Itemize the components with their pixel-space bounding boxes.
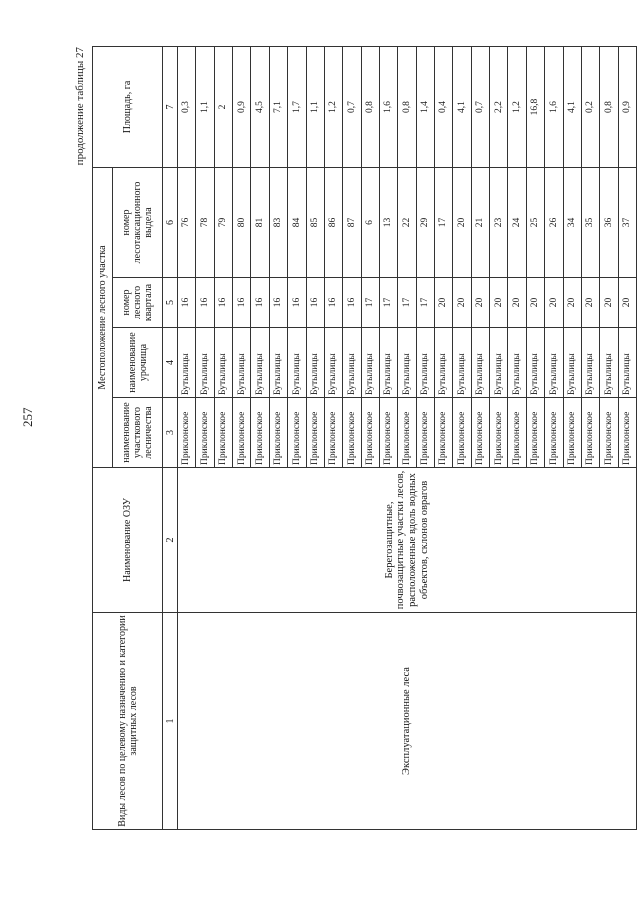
lesnichestvo-cell: Приклонское <box>600 398 618 468</box>
area-cell: 1,6 <box>379 47 397 168</box>
lesnichestvo-cell: Приклонское <box>233 398 251 468</box>
urochishche-cell: Бутылицы <box>416 328 434 398</box>
vydel-cell: 35 <box>581 168 599 278</box>
lesnichestvo-cell: Приклонское <box>251 398 269 468</box>
kvartal-cell: 17 <box>416 278 434 328</box>
kvartal-cell: 16 <box>251 278 269 328</box>
urochishche-cell: Бутылицы <box>600 328 618 398</box>
kvartal-cell: 17 <box>379 278 397 328</box>
vydel-cell: 22 <box>398 168 416 278</box>
area-cell: 4,1 <box>563 47 581 168</box>
kvartal-cell: 20 <box>471 278 489 328</box>
vydel-cell: 29 <box>416 168 434 278</box>
kvartal-cell: 16 <box>269 278 287 328</box>
lesnichestvo-cell: Приклонское <box>490 398 508 468</box>
urochishche-cell: Бутылицы <box>398 328 416 398</box>
kvartal-cell: 17 <box>361 278 379 328</box>
header-ozu-name: Наименование ОЗУ <box>93 468 163 613</box>
lesnichestvo-cell: Приклонское <box>288 398 306 468</box>
kvartal-cell: 16 <box>343 278 361 328</box>
lesnichestvo-cell: Приклонское <box>398 398 416 468</box>
urochishche-cell: Бутылицы <box>288 328 306 398</box>
area-cell: 0,7 <box>471 47 489 168</box>
lesnichestvo-cell: Приклонское <box>453 398 471 468</box>
kvartal-cell: 17 <box>398 278 416 328</box>
urochishche-cell: Бутылицы <box>379 328 397 398</box>
header-area: Площадь, га <box>93 47 163 168</box>
area-cell: 0,3 <box>178 47 196 168</box>
area-cell: 16,8 <box>526 47 544 168</box>
kvartal-cell: 20 <box>563 278 581 328</box>
lesnichestvo-cell: Приклонское <box>361 398 379 468</box>
vydel-cell: 36 <box>600 168 618 278</box>
area-cell: 1,7 <box>288 47 306 168</box>
vydel-cell: 23 <box>490 168 508 278</box>
urochishche-cell: Бутылицы <box>545 328 563 398</box>
lesnichestvo-cell: Приклонское <box>379 398 397 468</box>
column-number: 1 <box>163 613 178 830</box>
urochishche-cell: Бутылицы <box>343 328 361 398</box>
urochishche-cell: Бутылицы <box>178 328 196 398</box>
lesnichestvo-cell: Приклонское <box>471 398 489 468</box>
urochishche-cell: Бутылицы <box>214 328 232 398</box>
area-cell: 0,4 <box>435 47 453 168</box>
vydel-cell: 17 <box>435 168 453 278</box>
urochishche-cell: Бутылицы <box>526 328 544 398</box>
area-cell: 0,8 <box>398 47 416 168</box>
urochishche-cell: Бутылицы <box>453 328 471 398</box>
lesnichestvo-cell: Приклонское <box>269 398 287 468</box>
column-number: 4 <box>163 328 178 398</box>
kvartal-cell: 16 <box>306 278 324 328</box>
header-urochishche: наименование урочища <box>113 328 163 398</box>
area-cell: 0,9 <box>233 47 251 168</box>
lesnichestvo-cell: Приклонское <box>178 398 196 468</box>
area-cell: 2 <box>214 47 232 168</box>
area-cell: 0,8 <box>361 47 379 168</box>
area-cell: 0,7 <box>343 47 361 168</box>
table-row <box>178 47 196 830</box>
lesnichestvo-cell: Приклонское <box>435 398 453 468</box>
vydel-cell: 76 <box>178 168 196 278</box>
kvartal-cell: 16 <box>324 278 342 328</box>
lesnichestvo-cell: Приклонское <box>563 398 581 468</box>
urochishche-cell: Бутылицы <box>435 328 453 398</box>
urochishche-cell: Бутылицы <box>581 328 599 398</box>
vydel-cell: 80 <box>233 168 251 278</box>
kvartal-cell: 16 <box>233 278 251 328</box>
lesnichestvo-cell: Приклонское <box>508 398 526 468</box>
area-cell: 7,1 <box>269 47 287 168</box>
lesnichestvo-cell: Приклонское <box>416 398 434 468</box>
kvartal-cell: 20 <box>453 278 471 328</box>
vydel-cell: 86 <box>324 168 342 278</box>
lesnichestvo-cell: Приклонское <box>581 398 599 468</box>
area-cell: 1,2 <box>324 47 342 168</box>
area-cell: 0,2 <box>581 47 599 168</box>
urochishche-cell: Бутылицы <box>361 328 379 398</box>
vydel-cell: 87 <box>343 168 361 278</box>
urochishche-cell: Бутылицы <box>324 328 342 398</box>
lesnichestvo-cell: Приклонское <box>324 398 342 468</box>
vydel-cell: 85 <box>306 168 324 278</box>
area-cell: 1,1 <box>306 47 324 168</box>
vydel-cell: 25 <box>526 168 544 278</box>
kvartal-cell: 20 <box>526 278 544 328</box>
area-cell: 0,9 <box>618 47 636 168</box>
urochishche-cell: Бутылицы <box>251 328 269 398</box>
vydel-cell: 37 <box>618 168 636 278</box>
urochishche-cell: Бутылицы <box>563 328 581 398</box>
vydel-cell: 21 <box>471 168 489 278</box>
data-table <box>92 46 637 830</box>
kvartal-cell: 20 <box>490 278 508 328</box>
urochishche-cell: Бутылицы <box>233 328 251 398</box>
urochishche-cell: Бутылицы <box>618 328 636 398</box>
area-cell: 2,2 <box>490 47 508 168</box>
vydel-cell: 84 <box>288 168 306 278</box>
urochishche-cell: Бутылицы <box>490 328 508 398</box>
kvartal-cell: 16 <box>178 278 196 328</box>
column-number: 2 <box>163 468 178 613</box>
vydel-cell: 78 <box>196 168 214 278</box>
lesnichestvo-cell: Приклонское <box>526 398 544 468</box>
header-vydel: номер лесотаксационного выдела <box>113 168 163 278</box>
urochishche-cell: Бутылицы <box>196 328 214 398</box>
urochishche-cell: Бутылицы <box>269 328 287 398</box>
column-number: 6 <box>163 168 178 278</box>
vydel-cell: 6 <box>361 168 379 278</box>
vydel-cell: 24 <box>508 168 526 278</box>
page-number: 257 <box>20 407 35 427</box>
column-number: 3 <box>163 398 178 468</box>
area-cell: 1,2 <box>508 47 526 168</box>
kvartal-cell: 20 <box>581 278 599 328</box>
header-lesnichestvo: наименование участкового лесничества <box>113 398 163 468</box>
kvartal-cell: 16 <box>214 278 232 328</box>
lesnichestvo-cell: Приклонское <box>306 398 324 468</box>
vydel-cell: 34 <box>563 168 581 278</box>
area-cell: 0,8 <box>600 47 618 168</box>
kvartal-cell: 20 <box>600 278 618 328</box>
header-kvartal: номер лесного квартала <box>113 278 163 328</box>
lesnichestvo-cell: Приклонское <box>214 398 232 468</box>
area-cell: 4,5 <box>251 47 269 168</box>
ozu-name-cell: Берегозащитные, почвозащитные участки лесов, расположенные вдоль водных объектов, склонов оврагов <box>178 468 637 613</box>
column-number: 5 <box>163 278 178 328</box>
lesnichestvo-cell: Приклонское <box>343 398 361 468</box>
vydel-cell: 81 <box>251 168 269 278</box>
area-cell: 1,1 <box>196 47 214 168</box>
vydel-cell: 26 <box>545 168 563 278</box>
forest-type-cell: Эксплуатационные леса <box>178 613 637 830</box>
kvartal-cell: 20 <box>508 278 526 328</box>
table-continuation-label: продолжение таблицы 27 <box>74 47 86 166</box>
header-location-group: Местоположение лесного участка <box>93 168 113 468</box>
area-cell: 1,6 <box>545 47 563 168</box>
kvartal-cell: 20 <box>545 278 563 328</box>
urochishche-cell: Бутылицы <box>508 328 526 398</box>
kvartal-cell: 20 <box>435 278 453 328</box>
lesnichestvo-cell: Приклонское <box>196 398 214 468</box>
area-cell: 4,1 <box>453 47 471 168</box>
urochishche-cell: Бутылицы <box>306 328 324 398</box>
kvartal-cell: 16 <box>288 278 306 328</box>
header-forest-type: Виды лесов по целевому назначению и категории защитных лесов <box>93 613 163 830</box>
urochishche-cell: Бутылицы <box>471 328 489 398</box>
vydel-cell: 83 <box>269 168 287 278</box>
kvartal-cell: 16 <box>196 278 214 328</box>
vydel-cell: 13 <box>379 168 397 278</box>
kvartal-cell: 20 <box>618 278 636 328</box>
lesnichestvo-cell: Приклонское <box>618 398 636 468</box>
lesnichestvo-cell: Приклонское <box>545 398 563 468</box>
vydel-cell: 79 <box>214 168 232 278</box>
vydel-cell: 20 <box>453 168 471 278</box>
rotated-table-container <box>74 47 637 830</box>
column-number: 7 <box>163 47 178 168</box>
area-cell: 1,4 <box>416 47 434 168</box>
